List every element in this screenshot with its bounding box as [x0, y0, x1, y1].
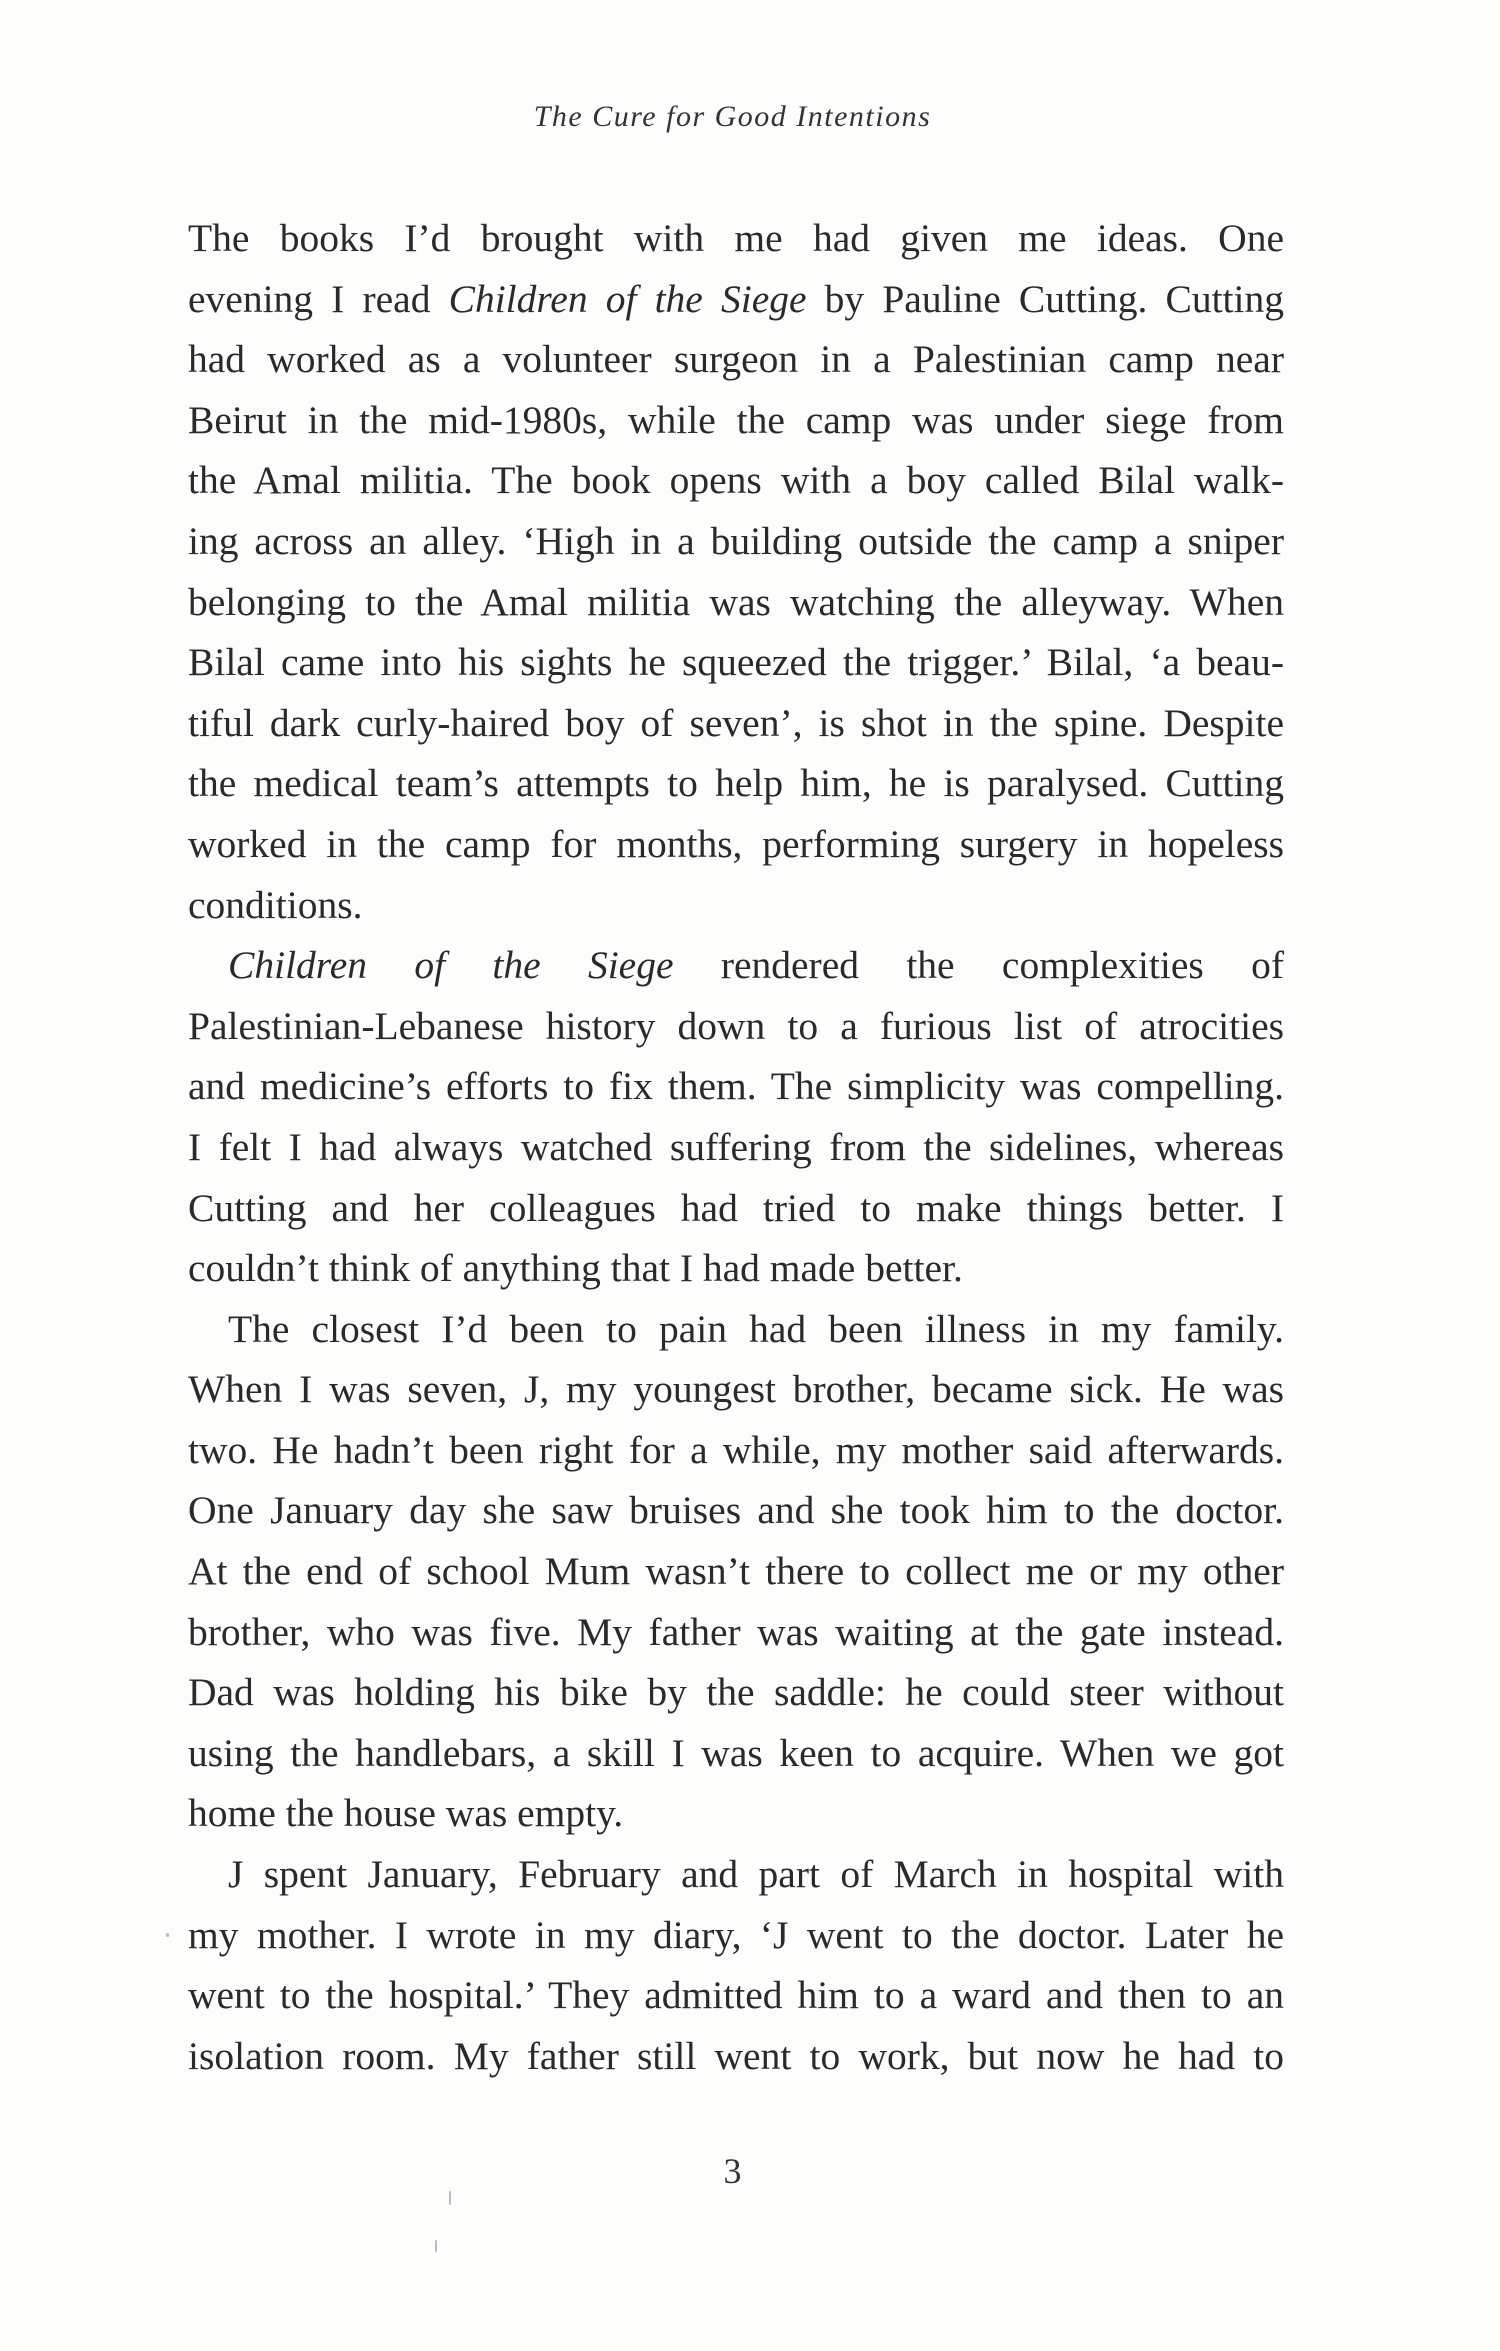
text-run: conditions.	[188, 882, 363, 927]
text-line	[188, 1965, 1284, 2026]
scan-speck	[435, 2240, 437, 2252]
text-run: by Pauline Cutting. Cutting	[806, 276, 1284, 321]
text-run: went to the hospital.’ They admitted him to a ward and then to an	[188, 1973, 1284, 2018]
text-run: Dad was holding his bike by the saddle: he could steer without	[188, 1670, 1284, 1715]
text-line	[188, 753, 1284, 814]
paragraph	[188, 1844, 1284, 2086]
text-run: Palestinian-Lebanese history down to a furious list of atrocities	[188, 1003, 1284, 1048]
text-line	[188, 1117, 1284, 1178]
text-run: I felt I had always watched suffering from the sidelines, whereas	[188, 1124, 1284, 1169]
running-head: The Cure for Good Intentions	[533, 100, 932, 133]
text-run: the Amal militia. The book opens with a boy called Bilal walk-	[188, 458, 1284, 503]
text-run: belonging to the Amal militia was watching the alleyway. When	[188, 579, 1284, 624]
text-line	[188, 935, 1284, 996]
text-run: worked in the camp for months, performing surgery in hopeless	[188, 821, 1284, 866]
page-number: 3	[723, 2151, 742, 2191]
text-line	[188, 1905, 1284, 1966]
book-title-italic: Children of the Siege	[228, 943, 674, 988]
text-run: two. He hadn’t been right for a while, my mother said afterwards.	[188, 1427, 1284, 1472]
text-run: home the house was empty.	[188, 1791, 624, 1836]
text-line	[188, 693, 1284, 754]
paragraph	[188, 1299, 1284, 1844]
text-run: rendered the complexities of	[673, 943, 1284, 988]
text-line	[188, 1299, 1284, 1360]
text-line	[188, 2026, 1284, 2087]
text-line	[188, 1238, 1284, 1299]
text-line	[188, 1480, 1284, 1541]
text-run: The closest I’d been to pain had been illness in my family.	[228, 1306, 1284, 1351]
text-run: Cutting and her colleagues had tried to make things better. I	[188, 1185, 1284, 1230]
text-run: had worked as a volunteer surgeon in a Palestinian camp near	[188, 337, 1284, 382]
book-title-italic: Children of the Siege	[448, 276, 807, 321]
text-line	[188, 1420, 1284, 1481]
body-text	[188, 208, 1284, 2086]
paragraph	[188, 935, 1284, 1299]
text-run: Beirut in the mid-1980s, while the camp was under siege from	[188, 397, 1284, 442]
scan-speck	[166, 1933, 169, 1937]
text-run: and medicine’s efforts to fix them. The simplicity was compelling.	[188, 1064, 1284, 1109]
text-line	[188, 1178, 1284, 1239]
text-run: using the handlebars, a skill I was keen to acquire. When we got	[188, 1730, 1284, 1775]
scan-speck	[449, 2191, 451, 2205]
text-line	[188, 208, 1284, 269]
text-run: ing across an alley. ‘High in a building outside the camp a sniper	[188, 518, 1284, 563]
text-line	[188, 511, 1284, 572]
text-line	[188, 1723, 1284, 1784]
text-run: evening I read	[188, 276, 449, 321]
text-line	[188, 390, 1284, 451]
text-run: J spent January, February and part of March in hospital with	[228, 1852, 1284, 1897]
text-run: When I was seven, J, my youngest brother, became sick. He was	[188, 1367, 1284, 1412]
text-line	[188, 1602, 1284, 1663]
text-run: One January day she saw bruises and she took him to the doctor.	[188, 1488, 1284, 1533]
text-line	[188, 572, 1284, 633]
text-line	[188, 1783, 1284, 1844]
text-line	[188, 632, 1284, 693]
text-run: Bilal came into his sights he squeezed the trigger.’ Bilal, ‘a beau-	[188, 640, 1284, 685]
text-line	[188, 1844, 1284, 1905]
text-line	[188, 996, 1284, 1057]
text-run: couldn’t think of anything that I had made better.	[188, 1246, 963, 1291]
text-line	[188, 875, 1284, 936]
text-run: The books I’d brought with me had given me ideas. One	[188, 216, 1284, 260]
text-line	[188, 269, 1284, 330]
text-run: brother, who was five. My father was waiting at the gate instead.	[188, 1609, 1284, 1654]
text-run: At the end of school Mum wasn’t there to collect me or my other	[188, 1549, 1284, 1594]
text-line	[188, 814, 1284, 875]
text-line	[188, 1359, 1284, 1420]
text-line	[188, 1541, 1284, 1602]
text-line	[188, 1662, 1284, 1723]
text-run: isolation room. My father still went to work, but now he had to	[188, 2033, 1284, 2078]
text-line	[188, 450, 1284, 511]
text-run: the medical team’s attempts to help him, he is paralysed. Cutting	[188, 761, 1284, 806]
text-line	[188, 329, 1284, 390]
text-run: tiful dark curly-haired boy of seven’, is shot in the spine. Despite	[188, 700, 1284, 745]
paragraph	[188, 208, 1284, 935]
text-run: my mother. I wrote in my diary, ‘J went to the doctor. Later he	[188, 1912, 1284, 1957]
text-line	[188, 1056, 1284, 1117]
